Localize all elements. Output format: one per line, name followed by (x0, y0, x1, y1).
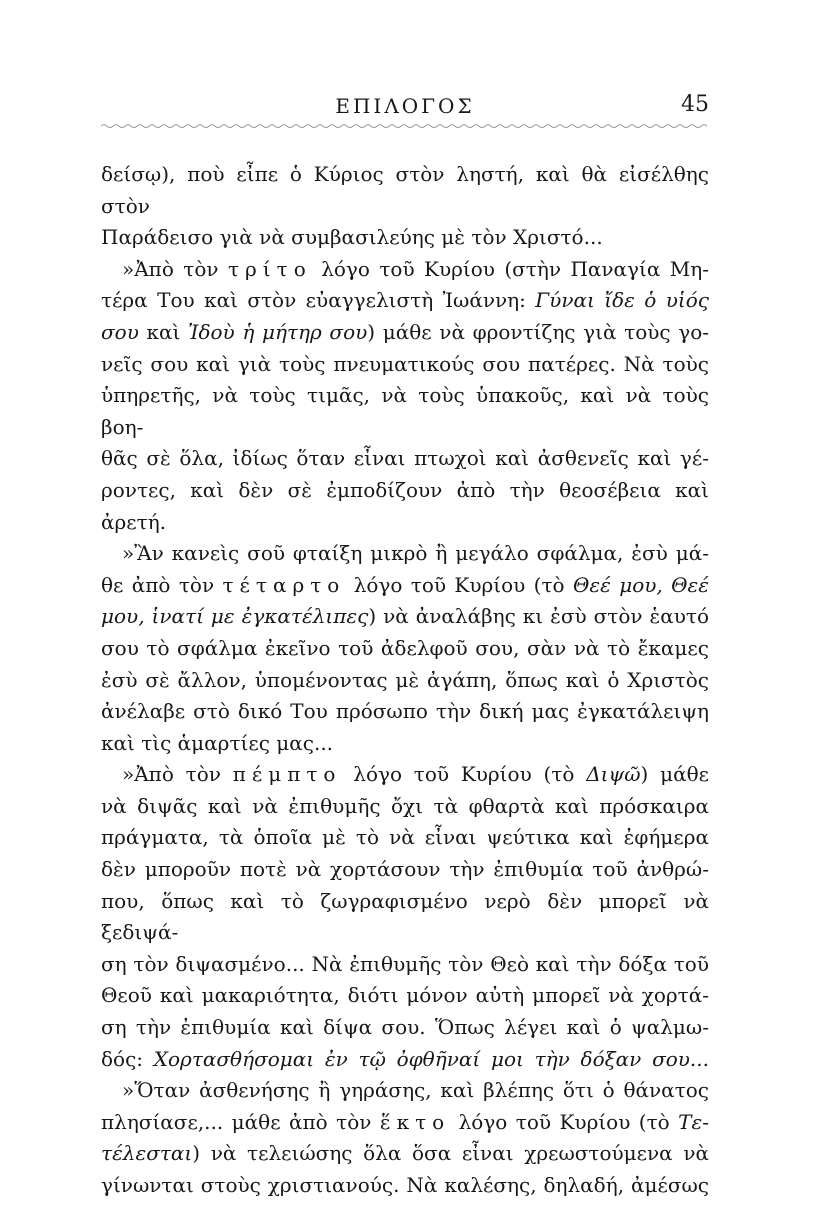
text-segment: ) μάθε (640, 762, 709, 787)
running-header (101, 92, 709, 118)
text-line (101, 475, 709, 538)
text-segment: ση τὸν διψασμένο... Νὰ ἐπιθυμῆς τὸν Θεὸ καὶ τὴν δόξα τοῦ (101, 951, 709, 976)
text-segment: νεῖς σου καὶ γιὰ τοὺς πνευματικούς σου πατέρες. Νὰ τοὺς (101, 351, 709, 376)
text-line (101, 696, 709, 728)
text-line (101, 443, 709, 475)
text-line (101, 1044, 709, 1076)
text-line (101, 759, 709, 791)
text-line (101, 1170, 709, 1202)
text-segment: ἐσὺ σὲ ἄλλον, ὑπομένοντας μὲ ἀγάπη, ὅπως καὶ ὁ Χριστὸς (101, 667, 709, 692)
text-segment: θε ἀπὸ τὸν (101, 572, 223, 597)
text-segment: ροντες, καὶ δὲν σὲ ἐμποδίζουν ἀπὸ τὴν θεοσέβεια καὶ ἀρετή. (101, 477, 709, 534)
wavy-rule (101, 122, 709, 130)
text-line (101, 665, 709, 697)
text-segment: σου (101, 319, 139, 344)
text-line (101, 601, 709, 633)
text-line (101, 822, 709, 854)
text-segment: τέταρτο (222, 572, 346, 597)
text-segment: πράγματα, τὰ ὁποῖα μὲ τὸ νὰ εἶναι ψεύτικα καὶ ἐφήμερα (101, 825, 709, 850)
text-segment: Γύναι ἴδε ὁ υἱός (535, 288, 709, 313)
page-number: 45 (681, 92, 709, 117)
text-segment: λόγο τοῦ Κυρίου (τὸ (341, 762, 587, 787)
text-line (101, 854, 709, 886)
text-line (101, 285, 709, 317)
text-segment: τρίτο (227, 256, 312, 281)
text-segment: ἀνέλαβε στὸ δικό Του πρόσωπο τὴν δική μας ἐγκατάλειψη (101, 699, 709, 724)
text-segment: »Ὅταν ἀσθενήσης ἢ γηράσης, καὶ βλέπης ὅτι ὁ θάνατος (122, 1078, 709, 1103)
text-segment: »Ἀπὸ τὸν (122, 762, 233, 787)
text-segment: ) νὰ τελειώσης ὅλα ὅσα εἶναι χρεωστούμενα νὰ (192, 1141, 709, 1166)
text-segment: καὶ τὶς ἁμαρτίες μας... (101, 730, 334, 755)
text-segment: ση τὴν ἐπιθυμία καὶ δίψα σου. Ὅπως λέγει καὶ ὁ ψαλμω- (101, 1015, 709, 1040)
text-segment: Ἰδοὺ ἡ μήτηρ σου (188, 319, 368, 344)
text-line (101, 570, 709, 602)
text-segment: ) νὰ ἀναλάβης κι ἐσὺ στὸν ἑαυτό (368, 604, 710, 629)
text-segment: θᾶς σὲ ὅλα, ἰδίως ὅταν εἶναι πτωχοὶ καὶ ἀσθενεῖς καὶ γέ- (101, 446, 709, 471)
text-segment: καὶ (138, 319, 189, 344)
text-segment: μου, ἱνατί με ἐγκατέλιπες (101, 604, 369, 629)
text-segment: σου τὸ σφάλμα ἐκεῖνο τοῦ ἀδελφοῦ σου, σὰν νὰ τὸ ἔκαμες (101, 635, 709, 660)
text-segment: λόγο τοῦ Κυρίου (τὸ (345, 572, 573, 597)
text-segment: Διψῶ (586, 762, 641, 787)
text-line (101, 1075, 709, 1107)
body-text (101, 159, 709, 1202)
text-segment: πλησίασε,... μάθε ἀπὸ τὸν (101, 1109, 380, 1134)
text-line (101, 949, 709, 981)
text-line (101, 886, 709, 949)
text-segment: δείσῳ), ποὺ εἶπε ὁ Κύριος στὸν ληστή, καὶ θὰ εἰσέλθης στὸν (101, 162, 709, 218)
text-line (101, 222, 709, 254)
text-segment: τέλεσται (101, 1141, 193, 1166)
page-title: ΕΠΙΛΟΓΟΣ (335, 94, 475, 118)
text-line (101, 1012, 709, 1044)
text-segment: Θεέ μου, Θεέ (572, 572, 709, 597)
text-line (101, 728, 709, 760)
text-segment: Θεοῦ καὶ μακαριότητα, διότι μόνον αὐτὴ μπορεῖ νὰ χορτά- (101, 983, 709, 1008)
text-segment: πέμπτο (232, 762, 342, 787)
text-line (101, 633, 709, 665)
text-segment: που, ὅπως καὶ τὸ ζωγραφισμένο νερὸ δὲν μπορεῖ νὰ ξεδιψά- (101, 888, 709, 945)
text-line (101, 980, 709, 1012)
text-line (101, 1107, 709, 1139)
text-segment: »Ἂν κανεὶς σοῦ φταίξη μικρὸ ἢ μεγάλο σφάλμα, ἐσὺ μά- (122, 541, 709, 566)
text-segment: ) μάθε νὰ φροντίζης γιὰ τοὺς γο- (367, 319, 709, 344)
text-line (101, 317, 709, 349)
text-line (101, 791, 709, 823)
text-segment: »Ἀπὸ τὸν (122, 256, 228, 281)
text-segment: Χορτασθήσομαι ἐν τῷ ὀφθῆναί μοι τὴν δόξαν σου... (153, 1046, 709, 1071)
text-segment: γίνωνται στοὺς χριστιανούς. Νὰ καλέσης, δηλαδή, ἀμέσως (101, 1173, 709, 1197)
text-segment: τέρα Του καὶ στὸν εὐαγγελιστὴ Ἰωάννη: (101, 288, 536, 313)
text-line (101, 349, 709, 381)
text-line (101, 159, 709, 222)
text-segment: ἕκτο (379, 1109, 451, 1134)
text-line (101, 254, 709, 286)
text-segment: λόγο τοῦ Κυρίου (τὸ (450, 1109, 679, 1134)
text-line (101, 538, 709, 570)
text-line (101, 380, 709, 443)
text-segment: λόγο τοῦ Κυρίου (στὴν Παναγία Μη- (311, 256, 709, 281)
text-segment: Παράδεισο γιὰ νὰ συμβασιλεύης μὲ τὸν Χριστό... (101, 225, 603, 250)
text-segment: ὑπηρετῆς, νὰ τοὺς τιμᾶς, νὰ τοὺς ὑπακοῦς, καὶ νὰ τοὺς βοη- (101, 383, 709, 439)
text-segment: Τε- (678, 1109, 709, 1134)
text-segment: δὲν μποροῦν ποτὲ νὰ χορτάσουν τὴν ἐπιθυμία τοῦ ἀνθρώ- (101, 857, 709, 882)
text-segment: νὰ διψᾶς καὶ νὰ ἐπιθυμῆς ὄχι τὰ φθαρτὰ καὶ πρόσκαιρα (101, 793, 709, 818)
text-segment: δός: (101, 1046, 154, 1071)
text-line (101, 1138, 709, 1170)
